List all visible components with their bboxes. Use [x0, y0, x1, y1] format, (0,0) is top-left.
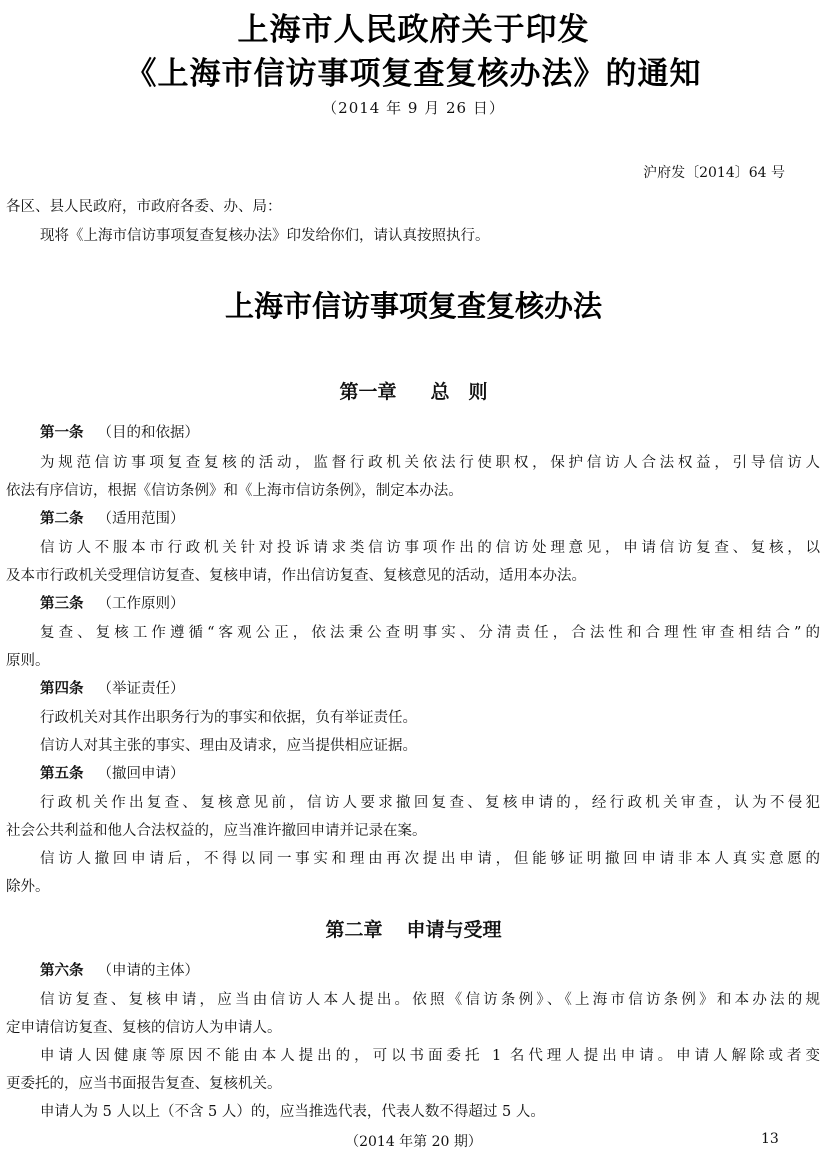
- paragraph-line: 定申请信访复查、复核的信访人为申请人。: [6, 1020, 282, 1036]
- document-number: 沪府发〔2014〕64 号: [643, 165, 785, 181]
- article-heading: [40, 764, 185, 784]
- article-heading: [40, 423, 199, 443]
- article-number: 第五条: [40, 766, 84, 782]
- article-heading: [40, 679, 185, 699]
- article-subject: （目的和依据）: [97, 425, 199, 441]
- paragraph-line: 为规范信访事项复查复核的活动，监督行政机关依法行使职权，保护信访人合法权益，引导信访人: [40, 455, 820, 471]
- paragraph-line: 申请人因健康等原因不能由本人提出的，可以书面委托 1 名代理人提出申请。申请人解除或者变: [40, 1048, 820, 1064]
- issue-footer: （2014 年第 20 期）: [345, 1134, 482, 1150]
- article-number: 第三条: [40, 596, 84, 612]
- paragraph-line: 行政机关作出复查、复核意见前，信访人要求撤回复查、复核申请的，经行政机关审查，认为不侵犯: [40, 795, 820, 811]
- article-number: 第一条: [40, 425, 84, 441]
- paragraph-line: 社会公共利益和他人合法权益的，应当准许撤回申请并记录在案。: [6, 823, 427, 839]
- notice-recipients: 各区、县人民政府，市政府各委、办、局：: [6, 199, 282, 215]
- page-number: 13: [761, 1131, 779, 1147]
- paragraph-line: 复查、复核工作遵循“客观公正，依法秉公查明事实、分清责任，合法性和合理性审查相结合”的: [40, 625, 820, 641]
- chapter-heading-2: [0, 915, 827, 942]
- article-subject: （申请的主体）: [97, 963, 199, 979]
- article-number: 第二条: [40, 511, 84, 527]
- regulation-title: 上海市信访事项复查复核办法: [224, 289, 602, 323]
- chapter-name: 申请与受理: [406, 919, 502, 941]
- article-subject: （撤回申请）: [97, 766, 185, 782]
- chapter-number: 第二章: [325, 919, 383, 941]
- chapter-name: 总 则: [430, 381, 488, 403]
- paragraph-line: 及本市行政机关受理信访复查、复核申请，作出信访复查、复核意见的活动，适用本办法。: [6, 568, 586, 584]
- paragraph-line: 信访人撤回申请后，不得以同一事实和理由再次提出申请，但能够证明撤回申请非本人真实意愿的: [40, 851, 820, 867]
- paragraph-line: 申请人为 5 人以上（不含 5 人）的，应当推选代表，代表人数不得超过 5 人。: [40, 1104, 545, 1120]
- chapter-heading-1: [0, 377, 827, 404]
- paragraph-line: 原则。: [6, 653, 50, 669]
- paragraph-line: 信访人不服本市行政机关针对投诉请求类信访事项作出的信访处理意见，申请信访复查、复核，以: [40, 540, 820, 556]
- chapter-number: 第一章: [339, 381, 397, 403]
- article-heading: [40, 509, 185, 529]
- paragraph-line: 信访人对其主张的事实、理由及请求，应当提供相应证据。: [40, 738, 417, 754]
- notice-title-line1: 上海市人民政府关于印发: [237, 12, 590, 48]
- article-subject: （适用范围）: [97, 511, 185, 527]
- notice-body: 现将《上海市信访事项复查复核办法》印发给你们，请认真按照执行。: [40, 228, 490, 244]
- article-subject: （举证责任）: [97, 681, 185, 697]
- article-heading: [40, 594, 185, 614]
- paragraph-line: 更委托的，应当书面报告复查、复核机关。: [6, 1076, 282, 1092]
- article-number: 第六条: [40, 963, 84, 979]
- paragraph-line: 行政机关对其作出职务行为的事实和依据，负有举证责任。: [40, 710, 417, 726]
- paragraph-line: 除外。: [6, 879, 50, 895]
- paragraph-line: 信访复查、复核申请，应当由信访人本人提出。依照《信访条例》、《上海市信访条例》和本办法的规: [40, 992, 820, 1008]
- article-subject: （工作原则）: [97, 596, 185, 612]
- article-heading: [40, 961, 199, 981]
- paragraph-line: 依法有序信访，根据《信访条例》和《上海市信访条例》，制定本办法。: [6, 483, 463, 499]
- notice-title-line2: 《上海市信访事项复查复核办法》的通知: [125, 56, 702, 92]
- article-number: 第四条: [40, 681, 84, 697]
- notice-date: （2014 年 9 月 26 日）: [322, 99, 505, 117]
